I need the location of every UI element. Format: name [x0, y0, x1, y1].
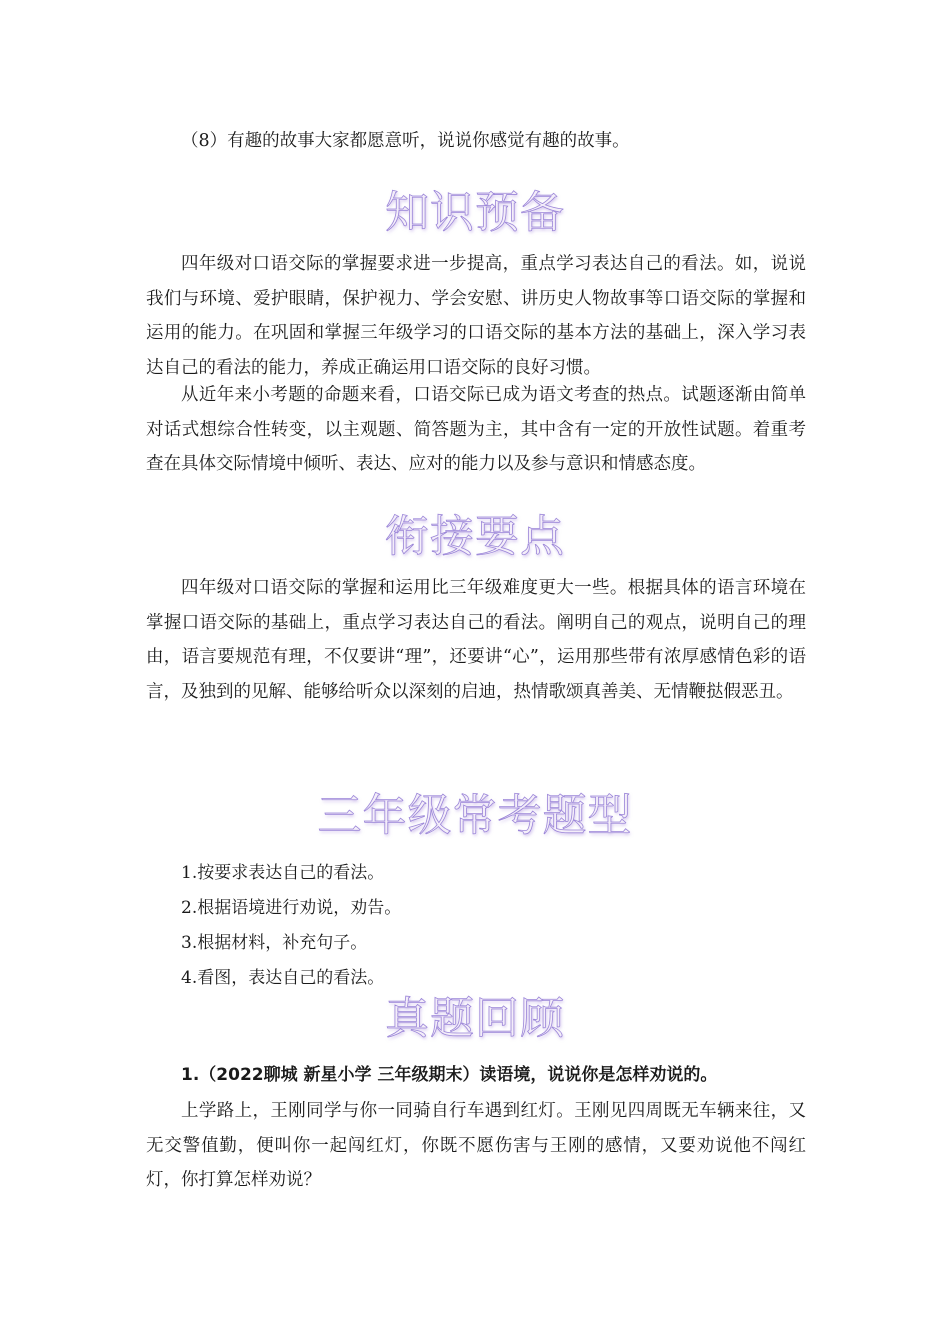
section-title-review: 真题回顾: [385, 993, 565, 1044]
knowledge-paragraph-1: 四年级对口语交际的掌握要求进一步提高，重点学习表达自己的看法。如，说说我们与环境、爱护眼睛，保护视力、学会安慰、讲历史人物故事等口语交际的掌握和运用的能力。在巩固和掌握三年级学习的口语交际的基本方法的基础上，深入学习表达自己的看法的能力，养成正确运用口语交际的良好习惯。: [146, 254, 806, 378]
question-type-item: 2.根据语境进行劝说，劝告。: [181, 898, 402, 918]
question-type-item: 4.看图，表达自己的看法。: [181, 968, 385, 988]
connection-paragraph: 四年级对口语交际的掌握和运用比三年级难度更大一些。根据具体的语言环境在掌握口语交际的基础上，重点学习表达自己的看法。阐明自己的观点，说明自己的理由，语言要规范有理，不仅要讲“理”，还要讲“心”，运用那些带有浓厚感情色彩的语言，及独到的见解、能够给听众以深刻的启迪，热情歌颂真善美、无情鞭挞假恶丑。: [146, 578, 806, 702]
knowledge-paragraph-2: 从近年来小考题的命题来看，口语交际已成为语文考查的热点。试题逐渐由简单对话式想综合性转变，以主观题、简答题为主，其中含有一定的开放性试题。着重考查在具体交际情境中倾听、表达、应对的能力以及参与意识和情感态度。: [146, 385, 806, 474]
review-question: 1.（2022聊城 新星小学 三年级期末）读语境，说说你是怎样劝说的。: [181, 1065, 718, 1085]
intro-line: （8）有趣的故事大家都愿意听，说说你感觉有趣的故事。: [181, 131, 630, 151]
section-title-knowledge: 知识预备: [385, 187, 565, 238]
section-title-connection: 衔接要点: [385, 511, 565, 562]
review-paragraph: 上学路上，王刚同学与你一同骑自行车遇到红灯。王刚见四周既无车辆来往，又无交警值勤，便叫你一起闯红灯，你既不愿伤害与王刚的感情，又要劝说他不闯红灯，你打算怎样劝说？: [146, 1101, 806, 1190]
question-type-item: 3.根据材料，补充句子。: [181, 933, 368, 953]
section-title-question-types: 三年级常考题型: [317, 790, 633, 841]
question-type-item: 1.按要求表达自己的看法。: [181, 863, 385, 883]
